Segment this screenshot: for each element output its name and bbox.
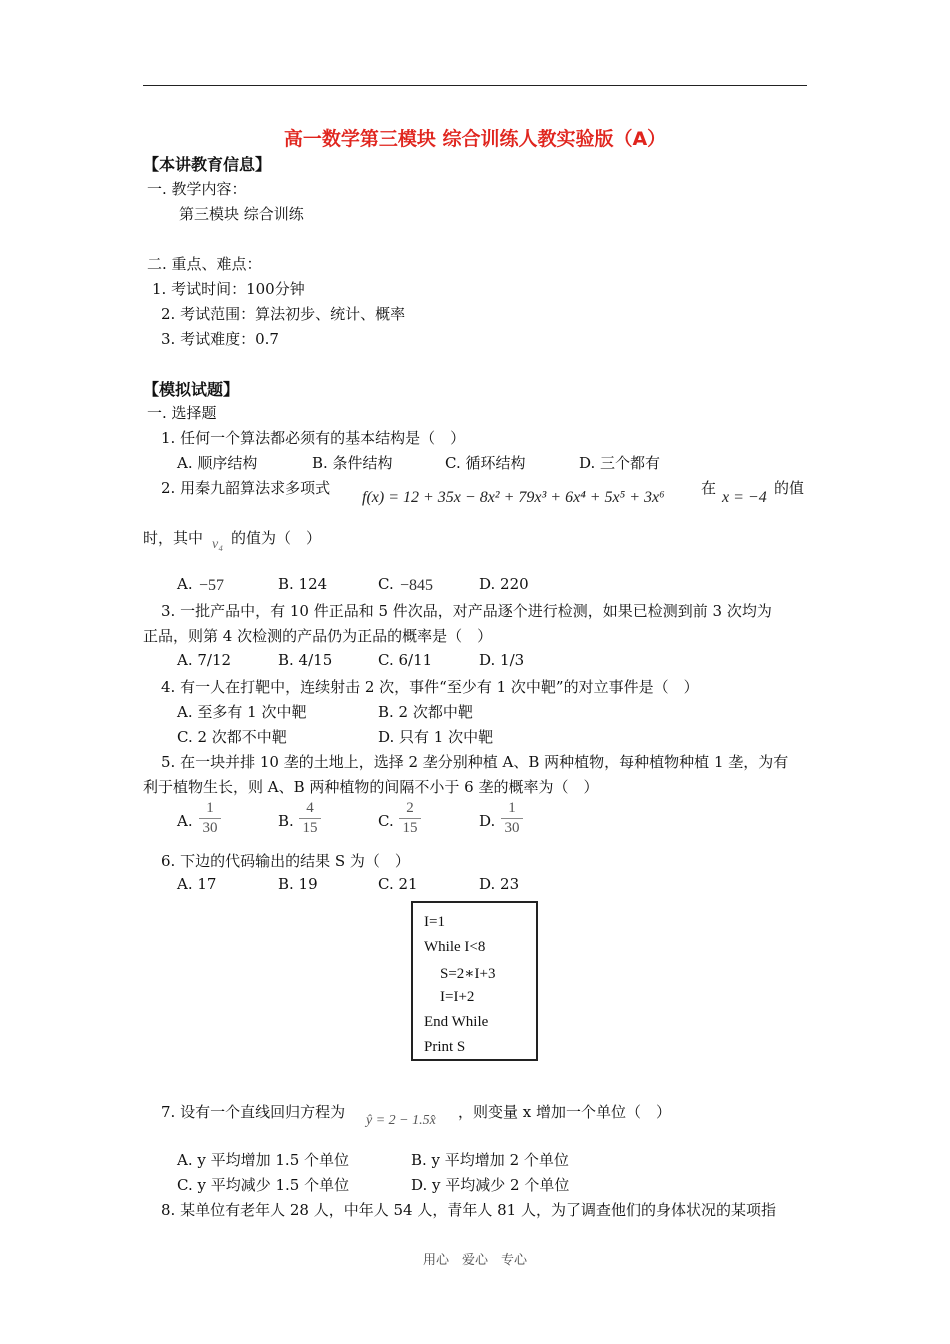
q5-option-c-label: C. xyxy=(378,812,394,830)
code-line: I=I+2 xyxy=(440,989,475,1005)
part-label: 一. 选择题 xyxy=(147,404,217,422)
q2-option-d: D. 220 xyxy=(479,575,529,593)
code-line: Print S xyxy=(424,1039,466,1055)
content-value: 第三模块 综合训练 xyxy=(179,205,304,223)
code-line: End While xyxy=(424,1014,489,1030)
q7-option-c: C. y 平均减少 1.5 个单位 xyxy=(177,1176,350,1194)
code-line: While I<8 xyxy=(424,939,486,955)
q3-option-d: D. 1/3 xyxy=(479,651,525,669)
question-1: 1. 任何一个算法都必须有的基本结构是（ ） xyxy=(161,429,466,447)
q4-option-a: A. 至多有 1 次中靶 xyxy=(177,703,307,721)
q2-option-a-value: −57 xyxy=(199,577,225,594)
q7-option-a: A. y 平均增加 1.5 个单位 xyxy=(177,1151,350,1169)
q6-option-a: A. 17 xyxy=(177,875,217,893)
q2-v4: v₄ xyxy=(212,537,224,552)
q3-option-a: A. 7/12 xyxy=(177,651,232,669)
section-heading-info: 【本讲教育信息】 xyxy=(143,155,272,174)
q2-option-c-value: −845 xyxy=(400,577,434,594)
q7-regression-equation: ŷ = 2 − 1.5x̂ xyxy=(366,1113,436,1128)
question-7-part-b: ，则变量 x 增加一个单位（ ） xyxy=(458,1103,671,1121)
info-item: 3. 考试难度：0.7 xyxy=(161,330,279,348)
q7-option-d: D. y 平均减少 2 个单位 xyxy=(411,1176,570,1194)
q1-option-d: D. 三个都有 xyxy=(579,454,661,472)
q2-option-b: B. 124 xyxy=(278,575,328,593)
q5-option-b-label: B. xyxy=(278,812,294,830)
q5-option-c-fraction: 2 15 xyxy=(399,800,421,837)
question-2-part-c: 的值 xyxy=(774,479,805,497)
question-5-line1: 5. 在一块并排 10 垄的土地上，选择 2 垄分别种植 A、B 两种植物，每种植物种植 1 垄，为有 xyxy=(161,753,789,771)
q5-option-d-fraction: 1 30 xyxy=(501,800,523,837)
q4-option-b: B. 2 次都中靶 xyxy=(378,703,473,721)
question-2-part-b: 在 xyxy=(701,479,717,497)
question-6: 6. 下边的代码输出的结果 S 为（ ） xyxy=(161,852,410,870)
q2-option-a-label: A. xyxy=(177,575,193,593)
q1-option-c: C. 循环结构 xyxy=(445,454,526,472)
question-2-line2-a: 时，其中 xyxy=(143,529,204,547)
q5-option-d-label: D. xyxy=(479,812,496,830)
q3-option-b: B. 4/15 xyxy=(278,651,333,669)
focus-label: 二. 重点、难点： xyxy=(147,255,262,273)
q1-option-b: B. 条件结构 xyxy=(312,454,393,472)
question-2-line2-b: 的值为（ ） xyxy=(231,529,322,547)
header-rule xyxy=(143,85,807,86)
question-5-line2: 利于植物生长，则 A、B 两种植物的间隔不小于 6 垄的概率为（ ） xyxy=(143,778,599,796)
q5-option-b-fraction: 4 15 xyxy=(299,800,321,837)
info-item: 1. 考试时间：100分钟 xyxy=(152,280,305,298)
q6-option-c: C. 21 xyxy=(378,875,418,893)
q5-option-a-label: A. xyxy=(177,812,193,830)
question-3-line2: 正品，则第 4 次检测的产品仍为正品的概率是（ ） xyxy=(143,627,493,645)
question-2-part-a: 2. 用秦九韶算法求多项式 xyxy=(161,479,331,497)
q2-x-value: x = −4 xyxy=(722,489,767,506)
q7-option-b: B. y 平均增加 2 个单位 xyxy=(411,1151,569,1169)
question-4: 4. 有一人在打靶中，连续射击 2 次，事件“至少有 1 次中靶”的对立事件是（ ） xyxy=(161,678,699,696)
page-footer: 用心 爱心 专心 xyxy=(422,1253,527,1268)
q3-option-c: C. 6/11 xyxy=(378,651,433,669)
code-line: I=1 xyxy=(424,914,445,930)
q4-option-d: D. 只有 1 次中靶 xyxy=(378,728,494,746)
code-box xyxy=(411,901,538,1061)
code-line: S=2∗I+3 xyxy=(440,966,496,982)
page-title: 高一数学第三模块 综合训练人教实验版（A） xyxy=(283,128,667,150)
q4-option-c: C. 2 次都不中靶 xyxy=(177,728,287,746)
q5-option-a-fraction: 1 30 xyxy=(199,800,221,837)
info-item: 2. 考试范围：算法初步、统计、概率 xyxy=(161,305,406,323)
q6-option-b: B. 19 xyxy=(278,875,318,893)
question-7-part-a: 7. 设有一个直线回归方程为 xyxy=(161,1103,346,1121)
q1-option-a: A. 顺序结构 xyxy=(177,454,258,472)
question-3-line1: 3. 一批产品中，有 10 件正品和 5 件次品，对产品逐个进行检测，如果已检测到前 3 次均为 xyxy=(161,602,772,620)
section-heading-exam: 【模拟试题】 xyxy=(143,380,240,399)
content-label: 一. 教学内容： xyxy=(147,180,247,198)
q6-option-d: D. 23 xyxy=(479,875,520,893)
q2-polynomial: f(x) = 12 + 35x − 8x² + 79x³ + 6x⁴ + 5x⁵ + 3x⁶ xyxy=(362,489,665,506)
q2-option-c-label: C. xyxy=(378,575,394,593)
question-8-line1: 8. 某单位有老年人 28 人，中年人 54 人，青年人 81 人，为了调查他们的身体状况的某项指 xyxy=(161,1201,776,1219)
